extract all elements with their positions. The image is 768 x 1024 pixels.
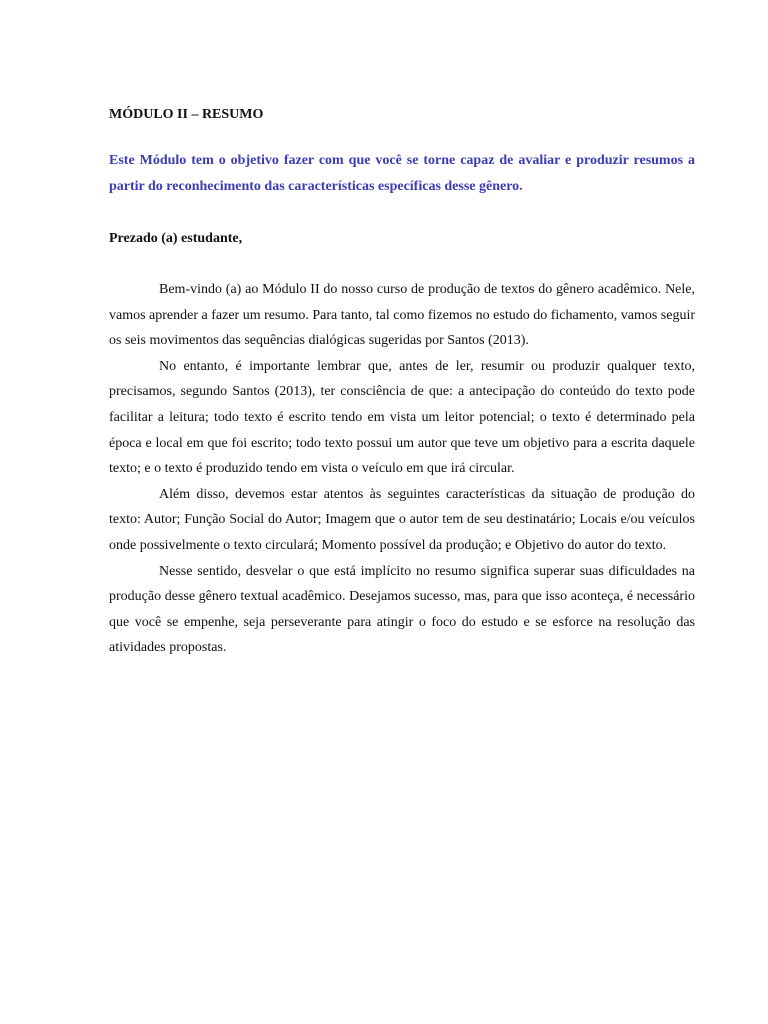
paragraph-conclusion: Nesse sentido, desvelar o que está implícito no resumo significa superar suas dificuldades na produção desse gênero textual acadêmico. Desejamos sucesso, mas, para que isso aconteça, é necessário que você se empenhe, seja perseverante para atingir o foco do estudo e se esforce na resolução das atividades propostas. [109, 563, 695, 656]
paragraph-welcome: Bem-vindo (a) ao Módulo II do nosso curso de produção de textos do gênero acadêmico. Nele, vamos aprender a fazer um resumo. Para tanto, tal como fizemos no estudo do fichamento, vamos seguir os seis movimentos das sequências dialógicas sugeridas por Santos (2013). [109, 282, 695, 349]
greeting: Prezado (a) estudante, [109, 231, 243, 246]
paragraph-awareness: No entanto, é importante lembrar que, antes de ler, resumir ou produzir qualquer texto, precisamos, segundo Santos (2013), ter consciência de que: a antecipação do conteúdo do texto pode facilitar a leitura; todo texto é escrito tendo em vista um leitor potencial; o texto é determinado pela época e local em que foi escrito; todo texto possui um autor que teve um objetivo para a escrita daquele texto; e o texto é produzido tendo em vista o veículo em que irá circular. [109, 358, 695, 477]
paragraph-characteristics: Além disso, devemos estar atentos às seguintes características da situação de produção do texto: Autor; Função Social do Autor; Imagem que o autor tem de seu destinatário; Locais e/ou veículos onde possivelmente o texto circulará; Momento possível da produção; e Objetivo do autor do texto. [109, 486, 695, 553]
document-content [109, 102, 695, 661]
module-objective: Este Módulo tem o objetivo fazer com que você se torne capaz de avaliar e produzir resumos a partir do reconhecimento das características específicas desse gênero. [109, 153, 695, 194]
module-title: MÓDULO II – RESUMO [109, 107, 264, 122]
body-text [109, 277, 695, 661]
